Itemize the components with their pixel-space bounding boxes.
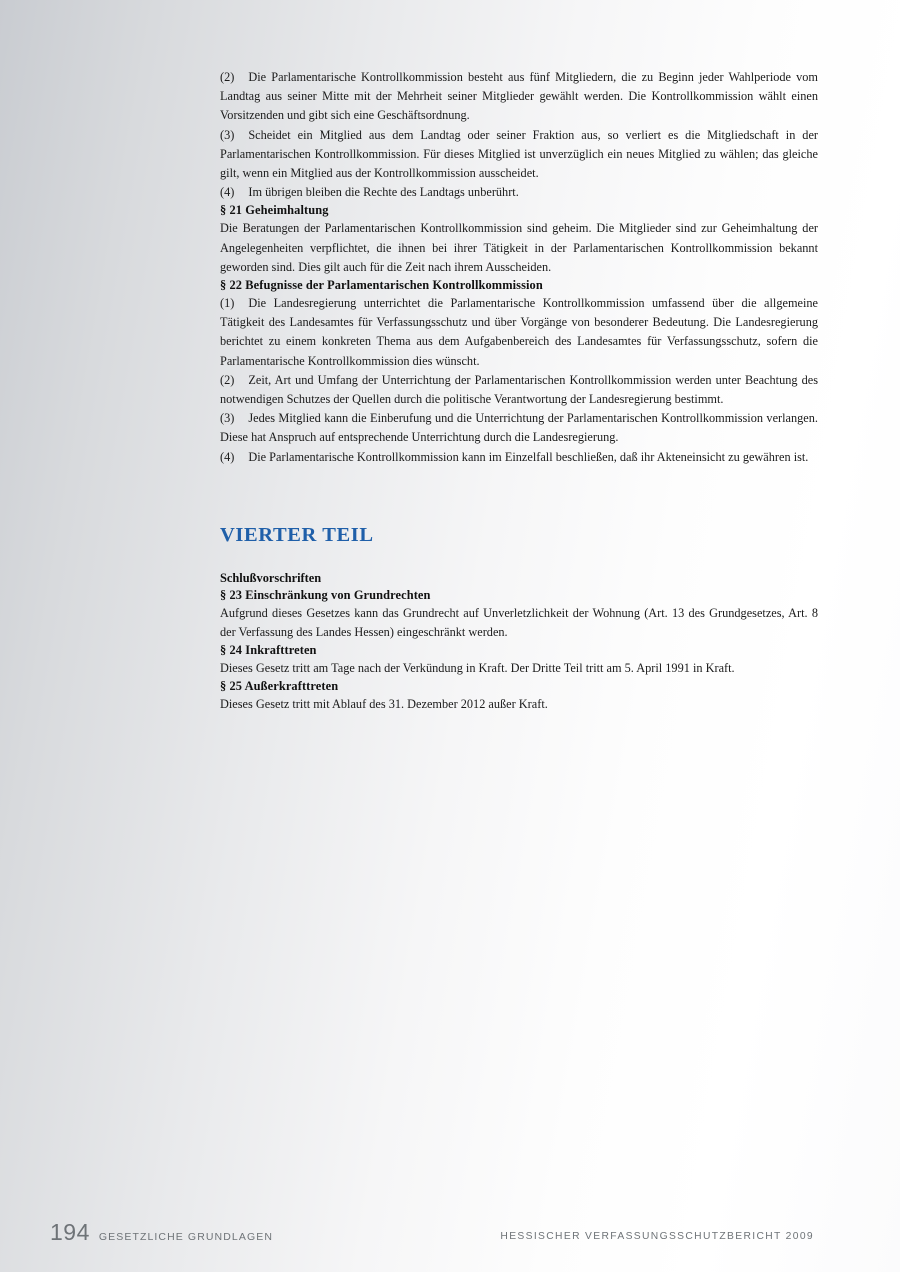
- section-22-paragraph-4: [220, 448, 818, 467]
- section-heading-22: § 22 Befugnisse der Parlamentarischen Kontrollkommission: [220, 278, 543, 293]
- paragraph-text: Scheidet ein Mitglied aus dem Landtag oder seiner Fraktion aus, so verliert es die Mitgliedschaft in der Parlamentarischen Kontrollkommission. Für dieses Mitglied ist unverzüglich ein neues Mitglied zu wählen; das gleiche gilt, wenn ein Mitglied aus der Kontrollkommission ausscheidet.: [220, 127, 818, 181]
- paragraph-number: (2): [220, 372, 235, 387]
- paragraph-number: (3): [220, 127, 235, 142]
- part-subtitle: Schlußvorschriften: [220, 570, 322, 585]
- paragraph-number: (4): [220, 449, 235, 464]
- paragraph-text: Die Landesregierung unterrichtet die Parlamentarische Kontrollkommission umfassend über die allgemeine Tätigkeit des Landesamtes für Verfassungsschutz und über Vorgänge von besonderer Bedeutung. Die Landesregierung berichtet zu einem konkreten Thema aus dem Aufgabenbereich des Landesamtes für Verfassungsschutz, sofern die Parlamentarische Kontrollkommission dies wünscht.: [220, 296, 818, 368]
- paragraph-number: (2): [220, 70, 235, 84]
- section-heading-21: § 21 Geheimhaltung: [220, 203, 329, 218]
- section-25-text: Dieses Gesetz tritt mit Ablauf des 31. Dezember 2012 außer Kraft.: [220, 697, 548, 712]
- section-22-paragraph-3: [220, 409, 818, 447]
- section-heading-23: § 23 Einschränkung von Grundrechten: [220, 587, 431, 602]
- paragraph-text: Jedes Mitglied kann die Einberufung und die Unterrichtung der Parlamentarischen Kontrollkommission verlangen. Diese hat Anspruch auf entsprechende Unterrichtung durch die Landesregierung.: [220, 411, 818, 445]
- section-heading-25: § 25 Außerkrafttreten: [220, 679, 339, 694]
- paragraph-number: (1): [220, 296, 235, 311]
- footer-left-group: [50, 1219, 273, 1246]
- paragraph-3: [220, 126, 818, 184]
- paragraph-text: Die Parlamentarische Kontrollkommission kann im Einzelfall beschließen, daß ihr Akteneinsicht zu gewähren ist.: [248, 449, 809, 464]
- section-22-paragraph-1: [220, 294, 818, 371]
- paragraph-2: [220, 68, 818, 126]
- footer-section-label: GESETZLICHE GRUNDLAGEN: [98, 1231, 274, 1243]
- section-24-text: Dieses Gesetz tritt am Tage nach der Verkündung in Kraft. Der Dritte Teil tritt am 5. April 1991 in Kraft.: [220, 661, 735, 676]
- page-content: [220, 68, 818, 715]
- paragraph-text: Die Parlamentarische Kontrollkommission besteht aus fünf Mitgliedern, die zu Beginn jeder Wahlperiode vom Landtag aus seiner Mitte mit der Mehrheit seiner Mitglieder gewählt werden. Die Kontrollkommission wählt einen Vorsitzenden und gibt sich eine Geschäftsordnung.: [220, 70, 818, 123]
- section-23-text: Aufgrund dieses Gesetzes kann das Grundrecht auf Unverletzlichkeit der Wohnung (Art. 13 des Grundgesetzes, Art. 8 der Verfassung des Landes Hessen) eingeschränkt werden.: [220, 605, 818, 640]
- page-footer: [0, 1186, 900, 1272]
- paragraph-text: Zeit, Art und Umfang der Unterrichtung der Parlamentarischen Kontrollkommission werden unter Beachtung des notwendigen Schutzes der Quellen durch die politische Verantwortung der Landesregierung bestimmt.: [220, 372, 818, 407]
- paragraph-number: (3): [220, 411, 235, 426]
- paragraph-text: Im übrigen bleiben die Rechte des Landtags unberührt.: [248, 185, 519, 200]
- paragraph-4: [220, 183, 818, 202]
- section-21-text: Die Beratungen der Parlamentarischen Kontrollkommission sind geheim. Die Mitglieder sind zur Geheimhaltung der Angelegenheiten verpflichtet, die ihnen bei ihrer Tätigkeit in der Parlamentarischen Kontrollkommission bekannt geworden sind. Dies gilt auch für die Zeit nach ihrem Ausscheiden.: [220, 221, 818, 274]
- section-heading-24: § 24 Inkrafttreten: [220, 643, 317, 658]
- paragraph-number: (4): [220, 185, 235, 200]
- footer-document-title: HESSISCHER VERFASSUNGSSCHUTZBERICHT 2009: [500, 1231, 814, 1242]
- part-title-vierter-teil: VIERTER TEIL: [220, 523, 374, 546]
- section-22-paragraph-2: [220, 371, 818, 409]
- page-number: 194: [50, 1219, 90, 1245]
